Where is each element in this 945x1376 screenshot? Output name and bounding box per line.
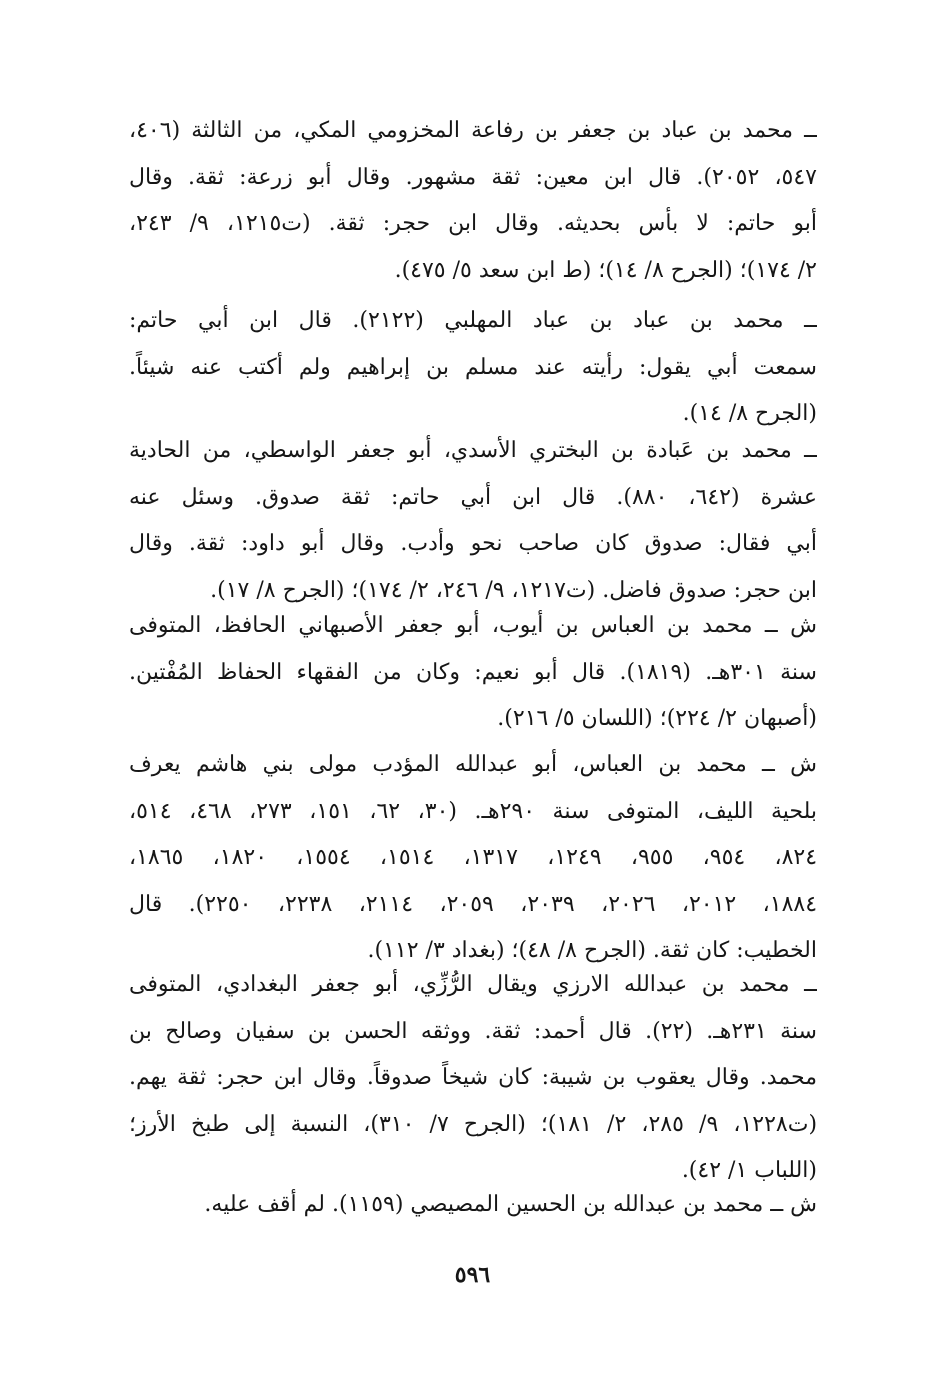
text-line: ش ــ محمد بن عبدالله بن الحسين المصيصي (١١٥٩). لم أقف عليه. xyxy=(204,1192,817,1217)
text-line: ابن حجر: صدوق فاضل. (ت١٢١٧، ٩/ ٢٤٦، ٢/ ١٧٤)؛ (الجرح ٨/ ١٧). xyxy=(210,577,817,603)
text-line: ــ محمد بن عباد بن عباد المهلبي (٢١٢٢). قال ابن أبي حاتم: xyxy=(129,308,817,333)
entry-4 xyxy=(129,603,817,743)
text-line: ٥٤٧، ٢٠٥٢). قال ابن معين: ثقة مشهور. وقال أبو زرعة: ثقة. وقال xyxy=(129,164,817,190)
entry-2 xyxy=(129,298,817,438)
text-line: ــ محمد بن عبدالله الارزي ويقال الرُّزِّي، أبو جعفر البغدادي، المتوفى xyxy=(129,972,817,997)
text-line: أبو حاتم: لا بأس بحديثه. وقال ابن حجر: ثقة. (ت١٢١٥، ٩/ ٢٤٣، xyxy=(129,211,817,236)
text-line: ش ــ محمد بن العباس بن أيوب، أبو جعفر الأصبهاني الحافظ، المتوفى xyxy=(129,613,817,638)
text-line: ١٨٨٤، ٢٠١٢، ٢٠٢٦، ٢٠٣٩، ٢٠٥٩، ٢١١٤، ٢٢٣٨، ٢٢٥٠). قال xyxy=(129,891,817,917)
text-line: ــ محمد بن عباد بن جعفر بن رفاعة المخزومي المكي، من الثالثة (٤٠٦، xyxy=(129,118,817,143)
text-line: ٢/ ١٧٤)؛ (الجرح ٨/ ١٤)؛ (ط ابن سعد ٥/ ٤٧٥). xyxy=(394,257,817,283)
text-line: عشرة (٦٤٢، ٨٨٠). قال ابن أبي حاتم: ثقة صدوق. وسئل عنه xyxy=(129,484,817,510)
entry-6 xyxy=(129,962,817,1195)
text-line: (أصبهان ٢/ ٢٢٤)؛ (اللسان ٥/ ٢١٦). xyxy=(497,706,817,731)
text-line: بلحية الليف، المتوفى سنة ٢٩٠هـ. (٣٠، ٦٢، ١٥١، ٢٧٣، ٤٦٨، ٥١٤، xyxy=(129,798,817,824)
text-line: (اللباب ١/ ٤٢). xyxy=(681,1158,817,1183)
text-line: الخطيب: كان ثقة. (الجرح ٨/ ٤٨)؛ (بغداد ٣/ ١١٢). xyxy=(367,938,817,963)
entry-1 xyxy=(129,108,817,294)
text-line: محمد. وقال يعقوب بن شيبة: كان شيخاً صدوقاً. وقال ابن حجر: ثقة يهم. xyxy=(129,1065,817,1090)
text-line: سنة ٣٠١هـ. (١٨١٩). قال أبو نعيم: وكان من الفقهاء الحفاظ المُفْتين. xyxy=(129,659,817,685)
text-line: سمعت أبي يقول: رأيته عند مسلم بن إبراهيم ولم أكتب عنه شيئاً. xyxy=(129,354,817,380)
entry-5 xyxy=(129,742,817,975)
entry-3 xyxy=(129,428,817,614)
text-line: أبي فقال: صدوق كان صاحب نحو وأدب. وقال أبو داود: ثقة. وقال xyxy=(129,531,817,556)
text-line: ــ محمد بن عَبادة بن البختري الأسدي، أبو جعفر الواسطي، من الحادية xyxy=(129,438,817,463)
page-number: ٥٩٦ xyxy=(454,1262,491,1288)
text-line: ش ــ محمد بن العباس، أبو عبدالله المؤدب مولى بني هاشم يعرف xyxy=(129,752,817,777)
text-line: (الجرح ٨/ ١٤). xyxy=(682,401,817,426)
text-line: ٨٢٤، ٩٥٤، ٩٥٥، ١٢٤٩، ١٣١٧، ١٥١٤، ١٥٥٤، ١٨٢٠، ١٨٦٥، xyxy=(129,845,817,870)
entry-7 xyxy=(129,1182,817,1229)
text-line: سنة ٢٣١هـ. (٢٢). قال أحمد: ثقة. ووثقه الحسن بن سفيان وصالح بن xyxy=(129,1018,817,1044)
text-line: (ت١٢٢٨، ٩/ ٢٨٥، ٢/ ١٨١)؛ (الجرح ٧/ ٣١٠)، النسبة إلى طبخ الأرز؛ xyxy=(129,1111,817,1137)
